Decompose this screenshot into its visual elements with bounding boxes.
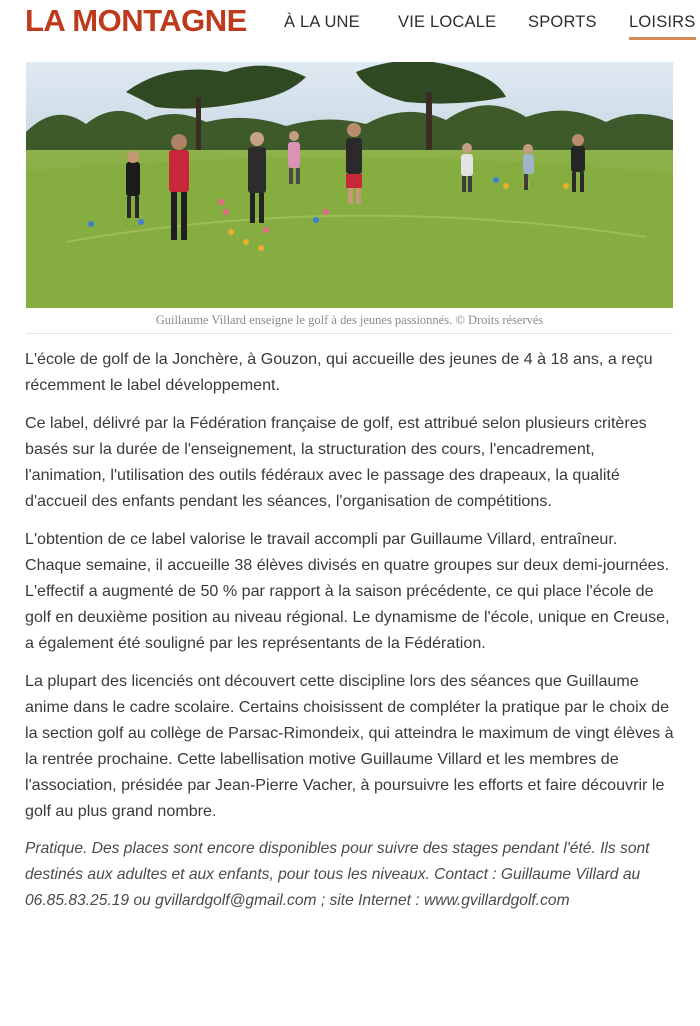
site-logo[interactable]: LA MONTAGNE <box>25 3 247 38</box>
nav-item-vie-locale[interactable]: VIE LOCALE <box>398 13 497 31</box>
photo-caption: Guillaume Villard enseigne le golf à des jeunes passionnés. © Droits réservés <box>155 313 544 327</box>
article-paragraph-4: Chaque semaine, il accueille 38 élèves divisés en quatre groupes sur deux demi-journées. L'effectif a augmenté de 50 % par rapport à la saison précédente, ce qui place l'école de golf en deuxième position au niveau régional. Le dynamisme de l'école, unique en Creuse, a également été souligné par les représentants de la Fédération. <box>25 556 670 652</box>
article-photo[interactable] <box>26 62 673 308</box>
golf-lesson-photo <box>26 62 673 308</box>
article-practical-info: Pratique. Des places sont encore disponibles pour suivre des stages pendant l'été. Ils sont destinés aux adultes et aux enfants, pour tous les niveaux. Contact : Guillaume Villard au 06.85.83.25.19 ou gvillardgolf@gmail.com ; site Internet : www.gvillardgolf.com <box>25 840 650 909</box>
site-header <box>0 0 700 44</box>
article-paragraph-3: L'obtention de ce label valorise le travail accompli par Guillaume Villard, entraîneur. <box>25 530 618 548</box>
nav-item-a-la-une[interactable]: À LA UNE <box>284 13 360 31</box>
article-body <box>25 346 675 926</box>
nav-item-loisirs[interactable]: LOISIRS <box>629 13 696 31</box>
caption-divider <box>26 333 673 334</box>
article-paragraph-2: Ce label, délivré par la Fédération française de golf, est attribué selon plusieurs critères basés sur la durée de l'enseignement, la structuration des cours, l'encadrement, l'animation, l'utilisation des outils fédéraux avec le passage des drapeaux, la qualité d'accueil des enfants pendant les séances, l'organisation de compétitions. <box>25 414 647 510</box>
nav-item-sports[interactable]: SPORTS <box>528 13 597 31</box>
article-paragraph-1: L'école de golf de la Jonchère, à Gouzon, qui accueille des jeunes de 4 à 18 ans, a reçu récemment le label développement. <box>25 350 653 394</box>
article-paragraph-5: La plupart des licenciés ont découvert cette discipline lors des séances que Guillaume anime dans le cadre scolaire. Certains choisissent de compléter la pratique par le choix de la section golf au collège de Parsac-Rimondeix, qui atteindra le maximum de vingt élèves à la rentrée prochaine. Cette labellisation motive Guillaume Villard et les membres de l'association, présidée par Jean-Pierre Vacher, à poursuivre les efforts et faire découvrir le golf au plus grand nombre. <box>25 672 674 820</box>
main-nav <box>0 12 700 42</box>
